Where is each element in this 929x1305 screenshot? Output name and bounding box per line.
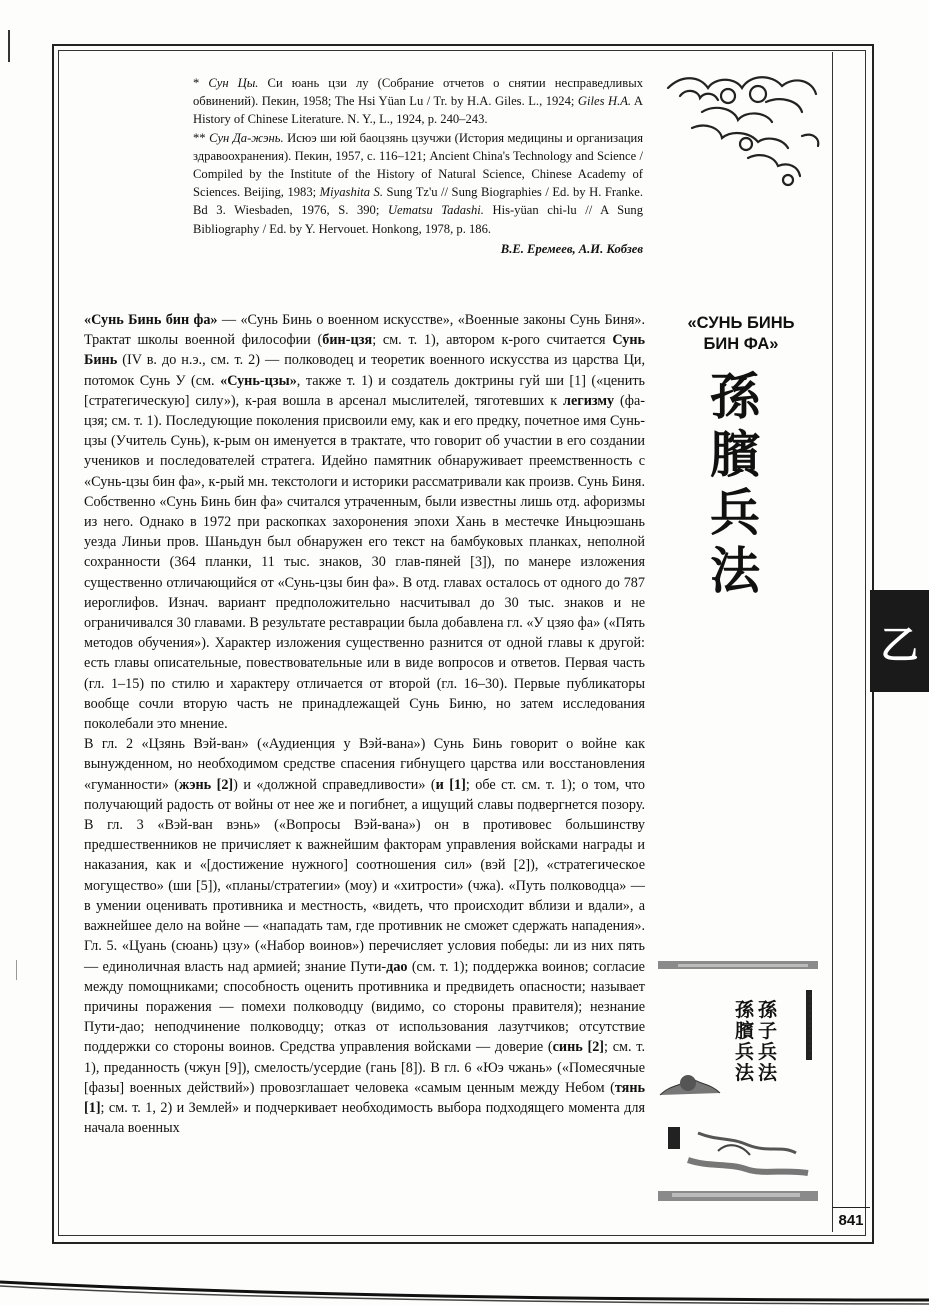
- cross-ref: легизму: [563, 392, 615, 409]
- scan-edge-mark: [8, 30, 10, 62]
- article-paragraph-2: [84, 734, 645, 1138]
- chinese-title-vertical: [705, 368, 765, 600]
- text-run: ; см. т. 1, 2) и Землей» и подчеркивает необходимость выбора подходящего момента для начала военных: [84, 1099, 645, 1137]
- footnote-1: [193, 74, 643, 129]
- footnote-author: Сун Да-жэнь.: [209, 130, 284, 145]
- article-paragraph-1: [84, 310, 645, 734]
- cover-char: 孫: [758, 999, 778, 1021]
- page-number: 841: [838, 1211, 864, 1229]
- cover-char: 子: [758, 1020, 778, 1042]
- cloud-ornament-icon: [662, 66, 822, 196]
- footnote-author: Uematsu Tadashi.: [387, 203, 484, 218]
- chinese-char: 兵: [710, 484, 760, 542]
- cover-char: 法: [735, 1062, 755, 1084]
- text-run: — «Сунь Бинь о военном искусстве», «Военные законы Сунь Биня». Трактат школы военной философии (: [84, 312, 645, 349]
- text-run: , также т. 1) и создатель доктрины гуй ши [1] («ценить [стратегическую] силу»), к-рая вошла в арсенал мыслителей, тяготевших к: [84, 372, 645, 409]
- text-run: ; см. т. 1), автором к-рого считается: [372, 332, 613, 349]
- footnote-marker: *: [193, 76, 209, 90]
- article-authors: В.Е. Еремеев, А.И. Кобзев: [500, 241, 643, 256]
- page-curl-edge: [0, 1270, 929, 1305]
- section-tab: [870, 590, 929, 692]
- footnote-text: Си юань цзи лу (Собрание отчетов о снятии несправедливых обвинений). Пекин, 1958; The Hsi Yüan Lu / Tr. by H.A. Giles. L., 1924;: [193, 76, 643, 109]
- page-number-rule: [832, 1207, 870, 1208]
- sidebar-title-line: БИН ФА»: [703, 335, 779, 353]
- article-headword: «Сунь Бинь бин фа»: [84, 312, 218, 328]
- text-run: ) и «должной справедливости» (: [233, 776, 436, 793]
- cross-ref: «Сунь-цзы»: [220, 372, 297, 389]
- text-run: ; обе ст. см. т. 1); о том, что получающий радость от войны от нее же и погибнет, а ищущий славы подвергнется позору. В гл. 3 «Вэй-ван вэнь» («Вопросы Вэй-вана») он в противовес большинству предшественников не причисляет к важнейшим факторам управления войсками награды и наказания, как и «[достижение нужного] соотношения сил» (вэй [2]), «стратегическое могущество» (ши [5]), «планы/стратегии» (моу) и «хитрости» (чжа). «Путь полководца» — в умении оценивать противника и местность, «видеть, что происходит вблизи и вдали», а важнейшее дело на войне — «нападать там, где противник не сможет сдержать нападения». Гл. 5. «Цуань (сюань) цзу» («Набор воинов») перечисляет условия победы: ли из них пять — единоличная власть над армией; знание Пути-: [84, 776, 645, 975]
- cover-char: 臏: [735, 1020, 755, 1042]
- scan-edge-mark-2: [16, 960, 17, 980]
- footnote-text: His-yüan chi-lu // A Sung Bibliography / Ed. by Y. Hervouet. Honkong, 1978, p. 186.: [193, 203, 643, 236]
- text-run: (IV в. до н.э., см. т. 2) — полководец и теоретик военного искусства из царства Ци, потомок Сунь У (см.: [84, 352, 645, 389]
- footnote-author: Miyashita S.: [319, 185, 383, 200]
- footnotes: [193, 74, 643, 258]
- footnote-text: Sung Tz'u // Sung Biographies / Ed. by H. Franke. Bd 3. Wiesbaden, 1976, S. 390;: [193, 185, 643, 218]
- footnote-author: Сун Цы.: [208, 76, 259, 90]
- chinese-char: 臏: [710, 426, 760, 484]
- cover-char: 兵: [758, 1041, 778, 1063]
- cover-char: 孫: [735, 999, 755, 1021]
- footnote-text: A History of Chinese Literature. N. Y., L., 1924, p. 240–243.: [193, 94, 643, 127]
- footnote-text: Исюэ ши юй баоцзянь цзучжи (История медицины и организация здравоохранения). Пекин, 1957, с. 116–121; Ancient China's Technology and Science / Compiled by the Institute of the History of Natural Science, Chinese Academy of Sciences. Beijing, 1983;: [193, 130, 643, 200]
- cross-ref: бин-цзя: [322, 332, 373, 349]
- cross-ref: тянь [1]: [84, 1079, 645, 1116]
- cross-ref: синь [2]: [552, 1039, 605, 1056]
- cross-ref: жэнь [2]: [179, 776, 234, 793]
- cross-ref: Сунь Бинь: [84, 332, 645, 369]
- chinese-char: 孫: [710, 368, 760, 426]
- article-body: [84, 310, 645, 1138]
- text-run: ; см. т. 1), преданность (чжун [9]), смелость/усердие (гань [8]). В гл. 6 «Юэ чжань» («Помесячные [фазы] военных действий») провозглашает человека «самым ценным между Небом (: [84, 1039, 645, 1096]
- sidebar-title-line: «СУНЬ БИНЬ: [687, 314, 795, 332]
- book-cover-col-left: [735, 1000, 754, 1084]
- book-cover-title: [735, 1000, 825, 1084]
- chinese-char: 法: [710, 542, 760, 600]
- text-run: (см. т. 1); поддержка воинов; согласие между помощниками; способность оценить противника и предвидеть опасности; называет причины поражения — помехи полководцу (видимо, со стороны правителя); незнание Пути-дао; неподчинение полководцу; отказ от использования лазутчиков; отсутствие поддержки со стороны воинов. Средства управления войсками — доверие (: [84, 958, 645, 1056]
- margin-rule: [832, 52, 833, 1232]
- footnote-marker: **: [193, 130, 210, 145]
- footnote-2: [193, 129, 643, 238]
- cover-char: 兵: [735, 1041, 755, 1063]
- book-cover-col-right: [758, 1000, 777, 1084]
- cross-ref: дао: [386, 958, 408, 975]
- section-tab-glyph: 乙: [880, 622, 919, 667]
- text-run: (фа-цзя; см. т. 1). Последующие поколения присвоили ему, как и его предку, почетное имя Сунь-цзы (Учитель Сунь), к-рым он именуется в трактате, что говорит об участии в его создании учеников и последователей стратега. Идейно памятник обнаруживает преемственность с «Сунь-цзы бин фа», к-рый мн. текстологи и историки рассматривали как произв. Сунь Биня. Собственно «Сунь Бинь бин фа» считался утраченным, были известны лишь отд. афоризмы из него. Однако в 1972 при раскопках захоронения эпохи Хань в местечке Иньцюэшань уезда Линьи пров. Шаньдун был обнаружен его текст на бамбуковых планках, неполной сохранности (364 планки, 11 тыс. знаков, 30 глав-пяней [3]), по манере изложения существенно отличающийся от «Сунь-цзы бин фа». В отд. главах осталось от одного до 787 иероглифов. Изнач. вариант предположительно насчитывал до 30 тыс. знаков и не ограничивался 30 главами. В результате реставрации была добавлена гл. «У цзяо фа» («Пять методов обучения»). Характер изложения существенно разнится от одной главы к другой: есть главы описательные, повествовательные или в виде вопросов и ответов. Первая часть (гл. 1–15) по стилю и характеру отличается от второй (гл. 16–30). Первые публикаторы вообще сочли вторую часть не принадлежащей Сунь Биню, но затем исследования поколебали это мнение.: [84, 392, 645, 733]
- footnote-author: Giles H.A.: [577, 94, 632, 109]
- text-run: В гл. 2 «Цзянь Вэй-ван» («Аудиенция у Вэй-вана») Сунь Бинь говорит о войне как вынужденном, но необходимом средстве спасения гибнущего царства или восстановления «гуманности» (: [84, 736, 645, 793]
- cover-char: 法: [758, 1062, 778, 1084]
- cross-ref: и [1]: [435, 776, 466, 793]
- sidebar-title: [668, 313, 814, 355]
